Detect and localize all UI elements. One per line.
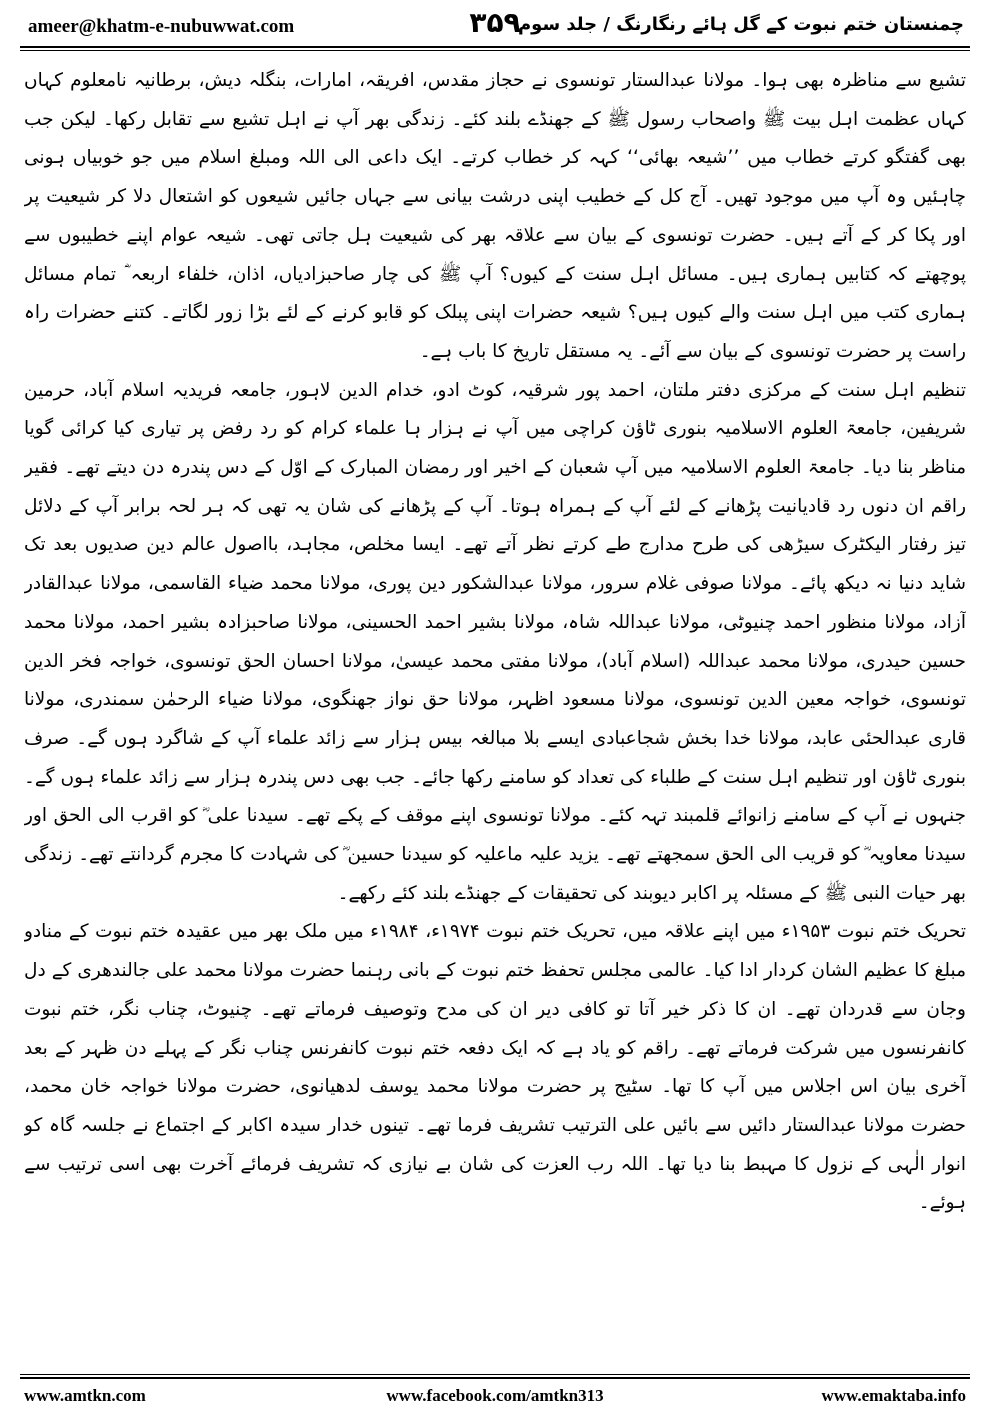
page-number: ۳۵۹: [469, 6, 521, 39]
book-title: چمنستان ختم نبوت کے گل ہائے رنگارنگ / جلد سوم: [517, 14, 964, 35]
paragraph-2: تنظیم اہل سنت کے مرکزی دفتر ملتان، احمد پور شرقیہ، کوٹ ادو، خدام الدین لاہور، جامعہ فریدیہ اسلام آباد، حرمین شریفین، جامعۃ العلوم الاسلامیہ بنوری ٹاؤن کراچی میں آپ نے ہزار ہا علماء کرام کو رد رفض پر تیاری کیا کرائی گویا مناظر بنا دیا۔ جامعۃ العلوم الاسلامیہ میں آپ شعبان کے اخیر اور رمضان المبارک کے اوّل کے دس پندرہ دن دیتے تھے۔ فقیر راقم ان دنوں رد قادیانیت پڑھانے کے لئے آپ کے ہمراہ ہوتا۔ آپ کے پڑھانے کی شان یہ تھی کہ ہر لحہ برابر آپ کے دلائل تیز رفتار الیکٹرک سیڑھی کی طرح مدارج طے کرتے نظر آتے تھے۔ ایسا مخلص، مجاہد، بااصول عالم دین صدیوں بعد تک شاید دنیا نہ دیکھ پائے۔ مولانا صوفی غلام سرور، مولانا عبدالشکور دین پوری، مولانا محمد ضیاء القاسمی، مولانا عبدالقادر آزاد، مولانا منظور احمد چنیوٹی، مولانا عبداللہ شاہ، مولانا بشیر احمد الحسینی، مولانا صاحبزادہ بشیر احمد، مولانا محمد حسین حیدری، مولانا محمد عبداللہ (اسلام آباد)، مولانا مفتی محمد عیسیٰ، مولانا احسان الحق تونسوی، خواجہ فخر الدین تونسوی، خواجہ معین الدین تونسوی، مولانا مسعود اظہر، مولانا حق نواز جھنگوی، مولانا ضیاء الرحمٰن سمندری، مولانا قاری عبدالحئی عابد، مولانا خدا بخش شجاعبادی ایسے بلا مبالغہ بیس ہزار سے زائد علماء آپ کے شاگرد ہوں گے۔ صرف بنوری ٹاؤن اور تنظیم اہل سنت کے طلباء کی تعداد کو سامنے رکھا جائے۔ جب بھی دس پندرہ ہزار سے زائد علماء ہوں گے۔ جنہوں نے آپ کے سامنے زانوائے قلمبند تہہ کئے۔ مولانا تونسوی اپنے موقف کے پکے تھے۔ سیدنا علی ؓ کو اقرب الی الحق اور سیدنا معاویہ ؓ کو قریب الی الحق سمجھتے تھے۔ یزید علیہ ماعلیہ کو سیدنا حسین ؓ کی شہادت کا مجرم گردانتے تھے۔ زندگی بھر حیات النبی ﷺ کے مسئلہ پر اکابر دیوبند کی تحقیقات کے جھنڈے بلند کئے رکھے۔: [24, 379, 966, 904]
page-body: [24, 62, 966, 1358]
footer-link-emaktaba[interactable]: www.emaktaba.info: [821, 1386, 966, 1405]
header-divider-thin: [20, 50, 970, 51]
footer-divider-thin: [20, 1374, 970, 1375]
header-divider: [20, 46, 970, 48]
paragraph-1: تشیع سے مناظرہ بھی ہوا۔ مولانا عبدالستار تونسوی نے حجاز مقدس، افریقہ، امارات، بنگلہ دیش، برطانیہ نامعلوم کہاں کہاں عظمت اہل بیت ﷺ واصحاب رسول ﷺ کے جھنڈے بلند کئے۔ زندگی بھر آپ نے اہل تشیع سے تقابل رکھا۔ لیکن جب بھی گفتگو کرتے خطاب میں ’’شیعہ بھائی‘‘ کہہ کر خطاب کرتے۔ ایک داعی الی اللہ ومبلغ اسلام میں جو خوبیاں ہونی چاہئیں وہ آپ میں موجود تھیں۔ آج کل کے خطیب اپنی درشت بیانی سے جہاں جائیں شیعوں کو اشتعال دلا کر شیعیت پر اور پکا کر کے آتے ہیں۔ حضرت تونسوی کے بیان سے علاقہ بھر کی شیعیت ہل جاتی تھی۔ شیعہ عوام اپنے خطیبوں سے پوچھتے کہ کتابیں ہماری ہیں۔ مسائل اہل سنت کے کیوں؟ آپ ﷺ کی چار صاحبزادیاں، اذان، خلفاء اربعہ ؓ تمام مسائل ہماری کتب میں اہل سنت والے کیوں ہیں؟ شیعہ حضرات اپنی پبلک کو قابو کرنے کے لئے بڑا زور لگاتے۔ کتنے حضرات راہ راست پر حضرت تونسوی کے بیان سے آئے۔ یہ مستقل تاریخ کا باب ہے۔: [24, 70, 966, 362]
footer-divider: [20, 1377, 970, 1379]
page-footer: [24, 1386, 966, 1412]
paragraph-3: تحریک ختم نبوت ۱۹۵۳ء میں اپنے علاقہ میں، تحریک ختم نبوت ۱۹۷۴ء، ۱۹۸۴ء میں ملک بھر میں عقیدہ ختم نبوت کے منادو مبلغ کا عظیم الشان کردار ادا کیا۔ عالمی مجلس تحفظ ختم نبوت کے بانی رہنما حضرت مولانا محمد علی جالندھری کے دل وجان سے قدردان تھے۔ ان کا ذکر خیر آتا تو کافی دیر ان کی مدح وتوصیف فرماتے تھے۔ چنیوٹ، چناب نگر، ختم نبوت کانفرنسوں میں شرکت فرماتے تھے۔ راقم کو یاد ہے کہ ایک دفعہ ختم نبوت کانفرنس چناب نگر کے پہلے دن ظہر کے بعد آخری بیان اس اجلاس میں آپ کا تھا۔ سٹیج پر حضرت مولانا محمد یوسف لدھیانوی، حضرت مولانا خواجہ خان محمد، حضرت مولانا عبدالستار دائیں سے بائیں علی الترتیب تشریف فرما تھے۔ تینوں خدار سیدہ اکابر کے اجتماع نے جلسہ گاہ کو انوار الٰہی کے نزول کا مہبط بنا دیا تھا۔ اللہ رب العزت کی شان بے نیازی کہ تشریف فرمائے آخرت بھی اسی ترتیب سے ہوئے۔: [24, 921, 966, 1214]
footer-link-amtkn[interactable]: www.amtkn.com: [24, 1386, 146, 1405]
page-header: [20, 4, 970, 46]
footer-link-facebook[interactable]: www.facebook.com/amtkn313: [386, 1386, 604, 1405]
header-email[interactable]: ameer@khatm-e-nubuwwat.com: [28, 16, 295, 37]
